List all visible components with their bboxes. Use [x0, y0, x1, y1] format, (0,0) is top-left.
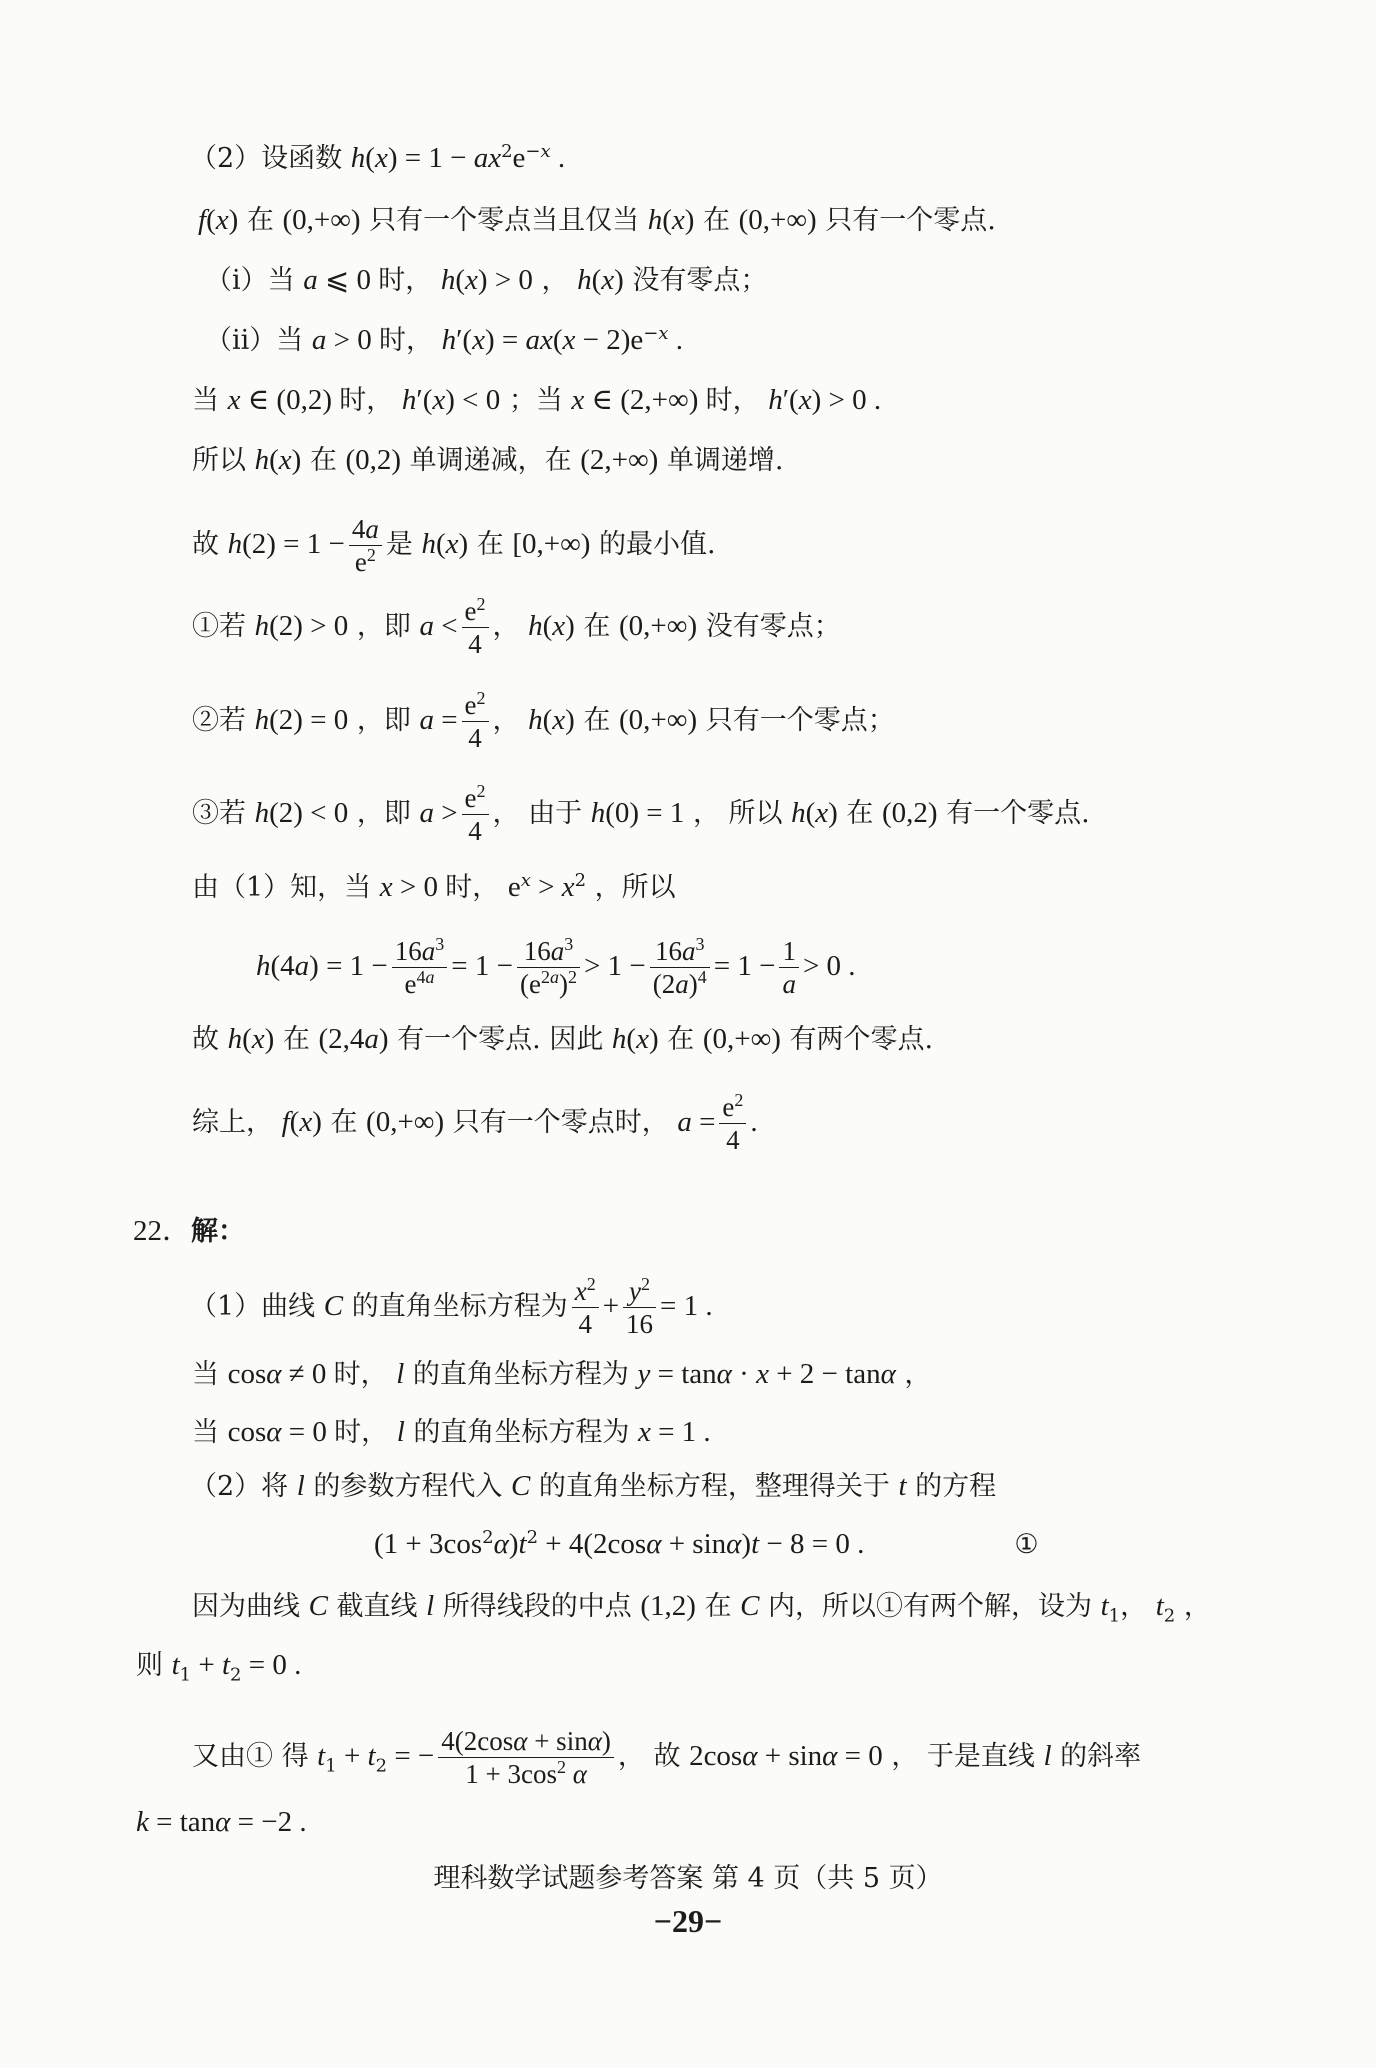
formula-line: $(1 + 3\cos^2\alpha)t^2 + 4(2\cos\alpha + \sin\alpha)t - 8 = 0$ . ①: [374, 1527, 1039, 1560]
text-line: ②若 h(2) = 0 ，即 a = $\frac{e^2}{4}$ ， h(x) 在 (0,+∞) 只有一个零点；: [192, 688, 895, 753]
text-line: 故 h(2) = 1 − $\frac{4a}{e^2}$ 是 h(x) 在 [0,+∞) 的最小值.: [192, 514, 716, 577]
text-line: 当 cosα = 0 时， l 的直角坐标方程为 x = 1 .: [192, 1416, 711, 1448]
text-line: （1）曲线 C 的直角坐标方程为 $\frac{x^2}{4}$ + $\frac{y^2}{16}$ = 1 .: [190, 1274, 713, 1339]
text-line: （2）将 l 的参数方程代入 C 的直角坐标方程，整理得关于 t 的方程: [190, 1470, 997, 1502]
text-line: k = tanα = −2 .: [136, 1806, 307, 1838]
text-line: 综上， f(x) 在 (0,+∞) 只有一个零点时， a = $\frac{e^2}{4}$ .: [192, 1090, 758, 1155]
text-line: 由（1）知，当 x > 0 时， $e^x > x^2$ ，所以: [192, 870, 676, 903]
text-line: 又由① 得 $t_1 + t_2$ = − $\frac{4(2\cos\alpha + \sin\alpha)}{1 + 3\cos^2 \alpha}$ ， 故 2cosα + sinα = 0 ， 于是直线 l 的斜率: [192, 1726, 1142, 1789]
problem-heading: 22．解：: [133, 1215, 246, 1247]
text-line: 则 $t_1 + t_2 = 0$ .: [136, 1649, 302, 1686]
text-line: 因为曲线 C 截直线 l 所得线段的中点 (1,2) 在 C 内，所以①有两个解，设为 $t_1$， $t_2$ ，: [192, 1590, 1211, 1627]
text-line: ①若 h(2) > 0 ，即 a < $\frac{e^2}{4}$ ， h(x) 在 (0,+∞) 没有零点；: [192, 594, 841, 659]
text-line: f(x) 在 (0,+∞) 只有一个零点当且仅当 h(x) 在 (0,+∞) 只有一个零点.: [198, 204, 996, 236]
text-line: 当 x ∈ (0,2) 时， h′(x) < 0 ；当 x ∈ (2,+∞) 时， h′(x) > 0 .: [192, 384, 882, 416]
text-line: ③若 h(2) < 0 ，即 a > $\frac{e^2}{4}$ ， 由于 h(0) = 1 ， 所以 h(x) 在 (0,2) 有一个零点.: [192, 781, 1090, 846]
page-number: −29−: [653, 1903, 723, 1939]
text-line: （ⅰ）当 a ⩽ 0 时， h(x) > 0 ， h(x) 没有零点；: [205, 264, 768, 296]
formula-line: h(4a) = 1 − $\frac{16a^3}{e^{4a}}$ = 1 − $\frac{16a^3}{(e^{2a})^2}$ > 1 − $\frac{16a^3}{(2a)^4}$ = 1 − $\frac{1}{a}$ > 0 .: [256, 934, 856, 999]
text-line: 故 h(x) 在 (2,4a) 有一个零点. 因此 h(x) 在 (0,+∞) 有两个零点.: [192, 1023, 934, 1055]
text-line: 当 cosα ≠ 0 时， l 的直角坐标方程为 y = tanα · x + 2 − tanα ，: [192, 1358, 932, 1390]
text-line: （ⅱ）当 a > 0 时， $h'(x) = ax(x - 2)e^{-x}$ .: [205, 323, 684, 356]
text-line: （2）设函数 $h(x) = 1 - ax^2e^{-x}$ .: [190, 141, 566, 174]
text-line: 所以 h(x) 在 (0,2) 单调递减，在 (2,+∞) 单调递增.: [192, 444, 784, 476]
footer-title: 理科数学试题参考答案 第 4 页（共 5 页）: [433, 1863, 943, 1894]
footer: [0, 1856, 1376, 1940]
